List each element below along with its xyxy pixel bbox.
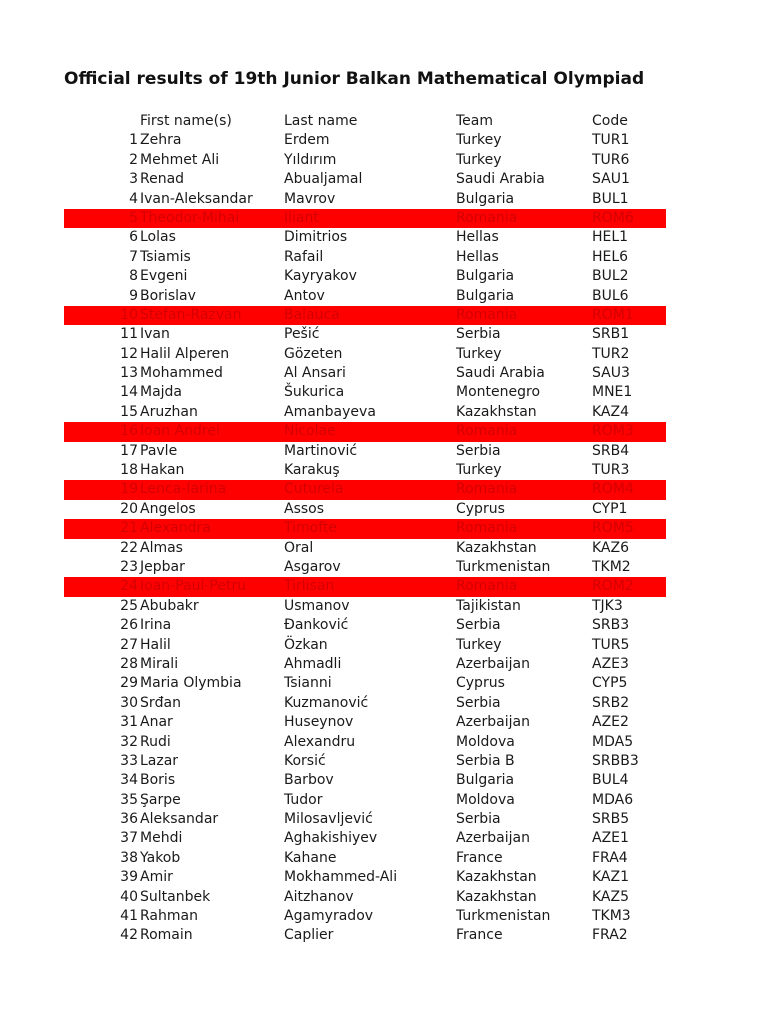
last-name-cell: Kayryakov	[284, 268, 357, 285]
team-cell: Romania	[456, 578, 518, 595]
team-cell: Saudi Arabia	[456, 365, 545, 382]
first-name-cell: Srđan	[140, 694, 181, 711]
first-name-cell: Pavle	[140, 442, 178, 459]
rank-number: 23	[120, 558, 138, 575]
team-cell: Bulgaria	[456, 190, 515, 207]
code-cell: SAU1	[592, 171, 630, 188]
first-name-cell: Abubakr	[140, 597, 199, 614]
first-name-cell: Romain	[140, 927, 193, 944]
rank-number: 9	[129, 287, 138, 304]
team-cell: Tajikistan	[456, 597, 521, 614]
team-cell: Turkey	[456, 345, 502, 362]
first-name-cell: Yakob	[140, 849, 181, 866]
code-cell: HEL1	[592, 229, 629, 246]
table-row	[0, 771, 768, 790]
rank-number: 25	[120, 597, 138, 614]
first-name-cell: Zehra	[140, 132, 182, 149]
last-name-cell: Assos	[284, 500, 325, 517]
table-row-highlighted	[0, 480, 768, 499]
rank-number: 28	[120, 655, 138, 672]
first-name-cell: Lenca-Iarina	[140, 481, 227, 498]
code-cell: SRB3	[592, 617, 630, 634]
team-cell: Romania	[456, 209, 518, 226]
rank-number: 30	[120, 694, 138, 711]
code-cell: BUL2	[592, 268, 629, 285]
rank-number: 40	[120, 888, 138, 905]
team-cell: Romania	[456, 520, 518, 537]
first-name-cell: Aleksandar	[140, 811, 219, 828]
rank-number: 24	[120, 578, 138, 595]
table-row	[0, 442, 768, 461]
team-cell: Azerbaijan	[456, 714, 530, 731]
first-name-cell: Hakan	[140, 462, 185, 479]
team-cell: France	[456, 849, 503, 866]
last-name-cell: Agamyradov	[284, 908, 374, 925]
last-name-cell: Aghakishiyev	[284, 830, 378, 847]
table-row	[0, 403, 768, 422]
last-name-cell: Usmanov	[284, 597, 350, 614]
team-cell: Kazakhstan	[456, 888, 537, 905]
table-row	[0, 733, 768, 752]
last-name-cell: Pešić	[284, 326, 320, 343]
first-name-cell: Jepbar	[140, 558, 185, 575]
last-name-cell: Amanbayeva	[284, 403, 376, 420]
rank-number: 7	[129, 248, 138, 265]
first-name-cell: Irina	[140, 617, 172, 634]
rank-number: 36	[120, 811, 138, 828]
rank-number: 1	[129, 132, 138, 149]
last-name-cell: Aitzhanov	[284, 888, 354, 905]
team-cell: Bulgaria	[456, 268, 515, 285]
first-name-cell: Amir	[140, 869, 173, 886]
team-cell: Moldova	[456, 791, 515, 808]
first-name-cell: Angelos	[140, 500, 196, 517]
table-row	[0, 500, 768, 519]
last-name-cell: Karakuş	[284, 462, 340, 479]
last-name-cell: Dimitrios	[284, 229, 348, 246]
code-cell: CYP5	[592, 675, 628, 692]
rank-number: 34	[120, 772, 138, 789]
rank-number: 17	[120, 442, 138, 459]
first-name-cell: Stefan-Razvan	[140, 306, 242, 323]
team-cell: Turkey	[456, 132, 502, 149]
first-name-cell: Rahman	[140, 908, 198, 925]
code-cell: ROM5	[592, 520, 634, 537]
team-cell: Romania	[456, 481, 518, 498]
rank-number: 42	[120, 927, 138, 944]
last-name-cell: Kahane	[284, 849, 337, 866]
last-name-cell: Šukurica	[284, 384, 345, 401]
team-cell: Azerbaijan	[456, 830, 530, 847]
code-cell: TUR3	[592, 462, 630, 479]
last-name-cell: Abualjamal	[284, 171, 363, 188]
first-name-cell: Ioan Andrei	[140, 423, 220, 440]
table-row-highlighted	[0, 519, 768, 538]
code-cell: KAZ5	[592, 888, 630, 905]
rank-number: 37	[120, 830, 138, 847]
last-name-cell: Tsianni	[284, 675, 332, 692]
last-name-cell: Milosavljević	[284, 811, 373, 828]
last-name-cell: Antov	[284, 287, 325, 304]
table-row	[0, 383, 768, 402]
rank-number: 10	[120, 306, 138, 323]
team-cell: Serbia	[456, 617, 501, 634]
last-name-cell: Huseynov	[284, 714, 354, 731]
code-cell: AZE2	[592, 714, 629, 731]
table-row	[0, 131, 768, 150]
table-row	[0, 694, 768, 713]
first-name-cell: Aruzhan	[140, 403, 198, 420]
rank-number: 11	[120, 326, 138, 343]
table-body	[0, 131, 768, 945]
table-row	[0, 713, 768, 732]
team-cell: Romania	[456, 423, 518, 440]
table-row	[0, 248, 768, 267]
team-cell: Turkey	[456, 151, 502, 168]
table-row	[0, 539, 768, 558]
table-row	[0, 190, 768, 209]
last-name-cell: Caplier	[284, 927, 334, 944]
team-cell: Turkmenistan	[456, 558, 551, 575]
code-cell: KAZ1	[592, 869, 630, 886]
table-header	[0, 112, 768, 131]
code-cell: SAU3	[592, 365, 630, 382]
last-name-cell: Nicolae	[284, 423, 336, 440]
table-row	[0, 655, 768, 674]
code-cell: BUL4	[592, 772, 629, 789]
first-name-cell: Mohammed	[140, 365, 223, 382]
code-cell: FRA2	[592, 927, 628, 944]
team-cell: Romania	[456, 306, 518, 323]
first-name-cell: Sultanbek	[140, 888, 211, 905]
last-name-cell: Đanković	[284, 617, 349, 634]
rank-number: 20	[120, 500, 138, 517]
code-cell: SRB4	[592, 442, 630, 459]
team-cell: Kazakhstan	[456, 403, 537, 420]
table-row	[0, 151, 768, 170]
team-cell: Cyprus	[456, 675, 505, 692]
first-name-cell: Rudi	[140, 733, 171, 750]
table-row-highlighted	[0, 306, 768, 325]
table-row-highlighted	[0, 577, 768, 596]
first-name-cell: Evgeni	[140, 268, 188, 285]
last-name-cell: Rafail	[284, 248, 324, 265]
team-cell: Serbia	[456, 811, 501, 828]
team-cell: Turkey	[456, 462, 502, 479]
last-name-cell: Alexandru	[284, 733, 356, 750]
table-row	[0, 267, 768, 286]
code-cell: TUR1	[592, 132, 630, 149]
team-cell: Kazakhstan	[456, 869, 537, 886]
table-row	[0, 752, 768, 771]
first-name-cell: Ivan-Aleksandar	[140, 190, 253, 207]
table-row	[0, 287, 768, 306]
table-row	[0, 926, 768, 945]
last-name-cell: Barbov	[284, 772, 334, 789]
first-name-cell: Lazar	[140, 752, 179, 769]
last-name-cell: Tirlisan	[284, 578, 335, 595]
table-row	[0, 461, 768, 480]
code-cell: TJK3	[592, 597, 623, 614]
team-cell: Hellas	[456, 248, 499, 265]
rank-number: 8	[129, 268, 138, 285]
code-cell: SRB2	[592, 694, 630, 711]
code-cell: AZE1	[592, 830, 629, 847]
last-name-cell: Oral	[284, 539, 314, 556]
table-row-highlighted	[0, 209, 768, 228]
header-first-name: First name(s)	[140, 113, 232, 129]
last-name-cell: Cuturela	[284, 481, 344, 498]
first-name-cell: Anar	[140, 714, 173, 731]
last-name-cell: Gözeten	[284, 345, 343, 362]
rank-number: 29	[120, 675, 138, 692]
first-name-cell: Renad	[140, 171, 185, 188]
first-name-cell: Boris	[140, 772, 176, 789]
rank-number: 22	[120, 539, 138, 556]
team-cell: Bulgaria	[456, 287, 515, 304]
team-cell: France	[456, 927, 503, 944]
last-name-cell: Kuzmanović	[284, 694, 369, 711]
header-code: Code	[592, 113, 628, 129]
last-name-cell: Martinović	[284, 442, 358, 459]
code-cell: MNE1	[592, 384, 633, 401]
rank-number: 26	[120, 617, 138, 634]
team-cell: Turkey	[456, 636, 502, 653]
first-name-cell: Ioan-Paul-Petru	[140, 578, 247, 595]
rank-number: 21	[120, 520, 138, 537]
code-cell: FRA4	[592, 849, 628, 866]
last-name-cell: Asgarov	[284, 558, 341, 575]
team-cell: Turkmenistan	[456, 908, 551, 925]
table-row	[0, 364, 768, 383]
table-row	[0, 636, 768, 655]
first-name-cell: Halil Alperen	[140, 345, 230, 362]
first-name-cell: Almas	[140, 539, 183, 556]
rank-number: 38	[120, 849, 138, 866]
rank-number: 14	[120, 384, 138, 401]
team-cell: Moldova	[456, 733, 515, 750]
code-cell: MDA5	[592, 733, 634, 750]
last-name-cell: Korsić	[284, 752, 326, 769]
table-row	[0, 849, 768, 868]
last-name-cell: Erdem	[284, 132, 330, 149]
rank-number: 18	[120, 462, 138, 479]
results-table	[0, 112, 768, 946]
team-cell: Serbia B	[456, 752, 515, 769]
last-name-cell: Mokhammed-Ali	[284, 869, 398, 886]
first-name-cell: Mirali	[140, 655, 179, 672]
rank-number: 16	[120, 423, 138, 440]
rank-number: 13	[120, 365, 138, 382]
rank-number: 19	[120, 481, 138, 498]
last-name-cell: Iliant	[284, 209, 319, 226]
first-name-cell: Şarpe	[140, 791, 181, 808]
code-cell: ROM2	[592, 578, 634, 595]
team-cell: Hellas	[456, 229, 499, 246]
first-name-cell: Majda	[140, 384, 183, 401]
team-cell: Cyprus	[456, 500, 505, 517]
last-name-cell: Mavrov	[284, 190, 336, 207]
code-cell: TKM3	[592, 908, 631, 925]
code-cell: CYP1	[592, 500, 628, 517]
rank-number: 5	[129, 209, 138, 226]
first-name-cell: Borislav	[140, 287, 196, 304]
last-name-cell: Balauca	[284, 306, 340, 323]
table-row	[0, 228, 768, 247]
header-last-name: Last name	[284, 113, 358, 129]
team-cell: Serbia	[456, 442, 501, 459]
table-row	[0, 345, 768, 364]
first-name-cell: Theodor-Mihai	[140, 209, 240, 226]
code-cell: SRB5	[592, 811, 630, 828]
rank-number: 15	[120, 403, 138, 420]
last-name-cell: Ahmadli	[284, 655, 342, 672]
code-cell: MDA6	[592, 791, 634, 808]
code-cell: ROM1	[592, 306, 634, 323]
team-cell: Saudi Arabia	[456, 171, 545, 188]
code-cell: TKM2	[592, 558, 631, 575]
rank-number: 6	[129, 229, 138, 246]
table-row	[0, 597, 768, 616]
table-row	[0, 829, 768, 848]
rank-number: 39	[120, 869, 138, 886]
code-cell: TUR6	[592, 151, 630, 168]
last-name-cell: Timofte	[284, 520, 337, 537]
table-row	[0, 791, 768, 810]
code-cell: SRB1	[592, 326, 630, 343]
rank-number: 3	[129, 171, 138, 188]
document-title: Official results of 19th Junior Balkan Mathematical Olympiad	[64, 69, 645, 89]
table-row	[0, 907, 768, 926]
table-row	[0, 325, 768, 344]
code-cell: ROM4	[592, 481, 634, 498]
last-name-cell: Tudor	[284, 791, 323, 808]
rank-number: 12	[120, 345, 138, 362]
rank-number: 2	[129, 151, 138, 168]
rank-number: 27	[120, 636, 138, 653]
table-row	[0, 868, 768, 887]
code-cell: HEL6	[592, 248, 629, 265]
team-cell: Serbia	[456, 326, 501, 343]
rank-number: 31	[120, 714, 138, 731]
last-name-cell: Yıldırım	[284, 151, 337, 168]
code-cell: TUR5	[592, 636, 630, 653]
code-cell: SRBB3	[592, 752, 639, 769]
code-cell: AZE3	[592, 655, 629, 672]
team-cell: Azerbaijan	[456, 655, 530, 672]
rank-number: 33	[120, 752, 138, 769]
table-row	[0, 558, 768, 577]
code-cell: KAZ4	[592, 403, 630, 420]
table-row	[0, 616, 768, 635]
team-cell: Kazakhstan	[456, 539, 537, 556]
code-cell: ROM3	[592, 423, 634, 440]
table-row	[0, 170, 768, 189]
rank-number: 32	[120, 733, 138, 750]
last-name-cell: Al Ansari	[284, 365, 346, 382]
team-cell: Serbia	[456, 694, 501, 711]
code-cell: KAZ6	[592, 539, 630, 556]
first-name-cell: Mehdi	[140, 830, 183, 847]
table-row	[0, 674, 768, 693]
first-name-cell: Maria Olymbia	[140, 675, 242, 692]
header-team: Team	[456, 113, 494, 129]
team-cell: Montenegro	[456, 384, 541, 401]
first-name-cell: Alexandra	[140, 520, 211, 537]
table-row-highlighted	[0, 422, 768, 441]
team-cell: Bulgaria	[456, 772, 515, 789]
first-name-cell: Halil	[140, 636, 171, 653]
code-cell: BUL6	[592, 287, 629, 304]
first-name-cell: Mehmet Ali	[140, 151, 220, 168]
table-row	[0, 888, 768, 907]
code-cell: TUR2	[592, 345, 630, 362]
table-row	[0, 810, 768, 829]
first-name-cell: Lolas	[140, 229, 176, 246]
rank-number: 35	[120, 791, 138, 808]
code-cell: BUL1	[592, 190, 629, 207]
rank-number: 4	[129, 190, 138, 207]
rank-number: 41	[120, 908, 138, 925]
code-cell: ROM6	[592, 209, 634, 226]
last-name-cell: Özkan	[284, 636, 328, 653]
first-name-cell: Tsiamis	[140, 248, 191, 265]
first-name-cell: Ivan	[140, 326, 170, 343]
